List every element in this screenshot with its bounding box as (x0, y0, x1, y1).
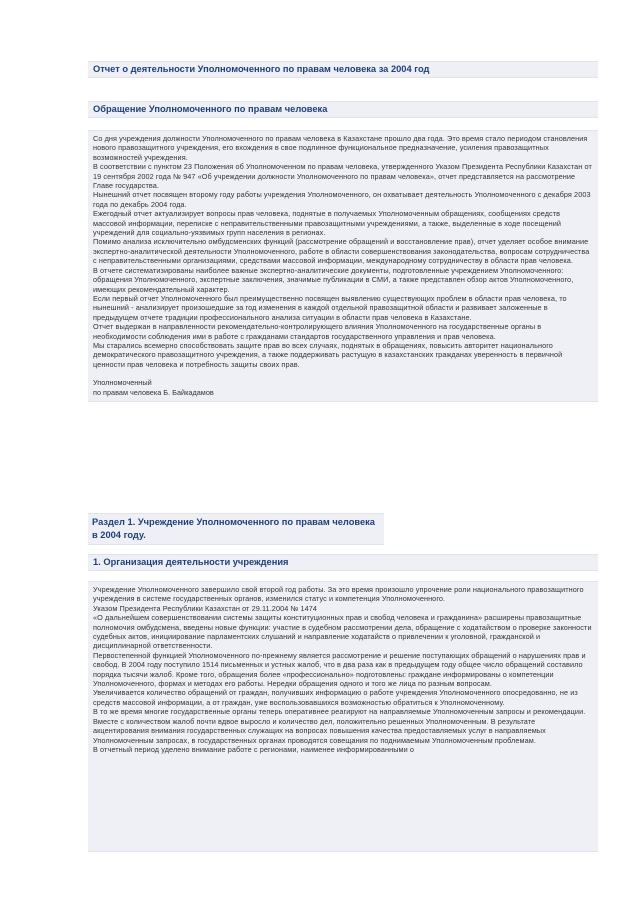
subsection1-heading-band (88, 554, 598, 571)
subsection1-paragraph: Указом Президента Республики Казахстан от 29.11.2004 № 1474 (93, 603, 318, 613)
signature-name: по правам человека Б. Байкадамов (93, 387, 214, 397)
section1-heading-band (88, 513, 384, 545)
appeal-body (88, 130, 598, 402)
subsection1-paragraph: «О дальнейшем совершенствовании системы защиты конституционных прав и свобод человека и гражданина» расширены правозащитные полномочия омбудсмена, введены новые функции: участие в судебном рассмотрении дела, обращение с ходатайством о проверке законности судебных актов, инициирование парламентских слушаний и направление ходатайств о привлечении к уголовной, гражданской и дисциплинарной ответственности. (93, 613, 592, 651)
appeal-heading: Обращение Уполномоченного по правам человека (93, 104, 328, 114)
section1-heading: Раздел 1. Учреждение Уполномоченного по правам человека в 2004 году. (92, 517, 375, 540)
appeal-paragraph: Отчет выдержан в направленности рекомендательно-контролирующего влияния Уполномоченного на государственные органы в необходимости соблюдения ими в работе с гражданами стандартов государственного управления и прав человека. (93, 322, 542, 341)
subsection1-paragraph: Учреждение Уполномоченного завершило свой второй год работы. За это время произошло упрочение роли национального правозащитного учреждения в системе государственных органов, изменился статус и компетенция Уполномоченного. (93, 585, 584, 604)
subsection1-body (88, 581, 598, 852)
signature-title: Уполномоченный (93, 378, 152, 388)
appeal-heading-band (88, 101, 598, 118)
appeal-paragraph: В отчете систематизированы наиболее важные экспертно-аналитические документы, подготовленные учреждением Уполномоченного: обращения Уполномоченного, экспертные заключения, значимые публикации в СМИ, а также представлен обзор актов Уполномоченного, имеющих рекомендательный характер. (93, 265, 574, 294)
subsection1-heading: 1. Организация деятельности учреждения (93, 557, 289, 567)
appeal-paragraph: Мы старались всемерно способствовать защите прав во всех случаях, поднятых в обращениях, повысить авторитет национального демократического правозащитного учреждения, а также поддерживать растущую в казахстанских гражданах уверенность в первичной ценности прав человека и потребность защиты своих прав. (93, 340, 563, 369)
subsection1-paragraph: Увеличивается количество обращений от граждан, получивших информацию о работе учреждения Уполномоченного опосредованно, не из средств массовой информации, а от граждан, уже воспользовавшихся возможностью обратиться к Уполномоченному. (93, 688, 578, 707)
appeal-paragraph: Нынешний отчет посвящен второму году работы учреждения Уполномоченного, он охватывает деятельность Уполномоченного с декабря 2003 года по декабрь 2004 года. (93, 190, 591, 209)
appeal-paragraph: Если первый отчет Уполномоченного был преимущественно посвящен выявлению существующих проблем в области прав человека, то нынешний - анализирует произошедшие за год изменения в каждой отдельной правозащитной области и развивает заложенные в предыдущем отчете традиции профессионального анализа ситуации в области прав человека в Казахстане. (93, 293, 567, 322)
report-title-band (88, 61, 598, 78)
appeal-paragraph: В соответствии с пунктом 23 Положения об Уполномоченном по правам человека, утвержденного Указом Президента Республики Казахстан от 19 сентября 2002 года № 947 «Об учреждении должности Уполномоченного по правам человека», отчет представляется на рассмотрение Главе государства. (93, 162, 592, 191)
appeal-paragraph: Помимо анализа исключительно омбудсменских функций (рассмотрение обращений и восстановление прав), отчет уделяет особое внимание экспертно-аналитической деятельности Уполномоченного, работе в области совершенствования законодательства, вопросам сотрудничества с неправительственными организациями, средствами массовой информации, международному сотрудничеству в области прав человека. (93, 237, 590, 266)
appeal-paragraph: Со дня учреждения должности Уполномоченного по правам человека в Казахстане прошло два года. Это время стало периодом становления нового правозащитного учреждения, его вхождения в свое подлинное функциональное предназначение, усиления правозащитных возможностей учреждения. (93, 134, 588, 162)
appeal-paragraph: Ежегодный отчет актуализирует вопросы прав человека, поднятые в получаемых Уполномоченным обращениях, сообщениях средств массовой информации, переписке с неправительственными правозащитными учреждениями, а также, выделенные в ходе посещений учреждений для социально-уязвимых групп населения в регионах. (93, 209, 562, 238)
subsection1-paragraph: В то же время многие государственные органы теперь оперативнее реагируют на направляемые Уполномоченным запросы и рекомендации. Вместе с количеством жалоб почти вдвое выросло и количество дел, положительно решенных Уполномоченным. В результате акцентирования внимания государственных служащих на вопросах повышения качества предоставляемых услуг в направляемых Уполномоченным запросах, в государственных органах проводятся совещания по поднимаемым Уполномоченным проблемам. (93, 707, 586, 745)
subsection1-paragraph: В отчетный период уделено внимание работе с регионами, наименее информированными о (93, 744, 415, 754)
report-title: Отчет о деятельности Уполномоченного по правам человека за 2004 год (93, 64, 430, 74)
subsection1-paragraph: Первостепенной функцией Уполномоченного по-прежнему является рассмотрение и решение поступающих обращений о нарушениях прав и свобод. В 2004 году поступило 1514 письменных и устных жалоб, что в два раза как в предыдущем году общее число обращений составило порядка тысячи жалоб. Кроме того, обращения более «профессионально» подготовлены: граждане информированы о компетенции Уполномоченного, формах и методах его работы. Нередки обращения одного и того же лица по разным вопросам. (93, 650, 586, 689)
